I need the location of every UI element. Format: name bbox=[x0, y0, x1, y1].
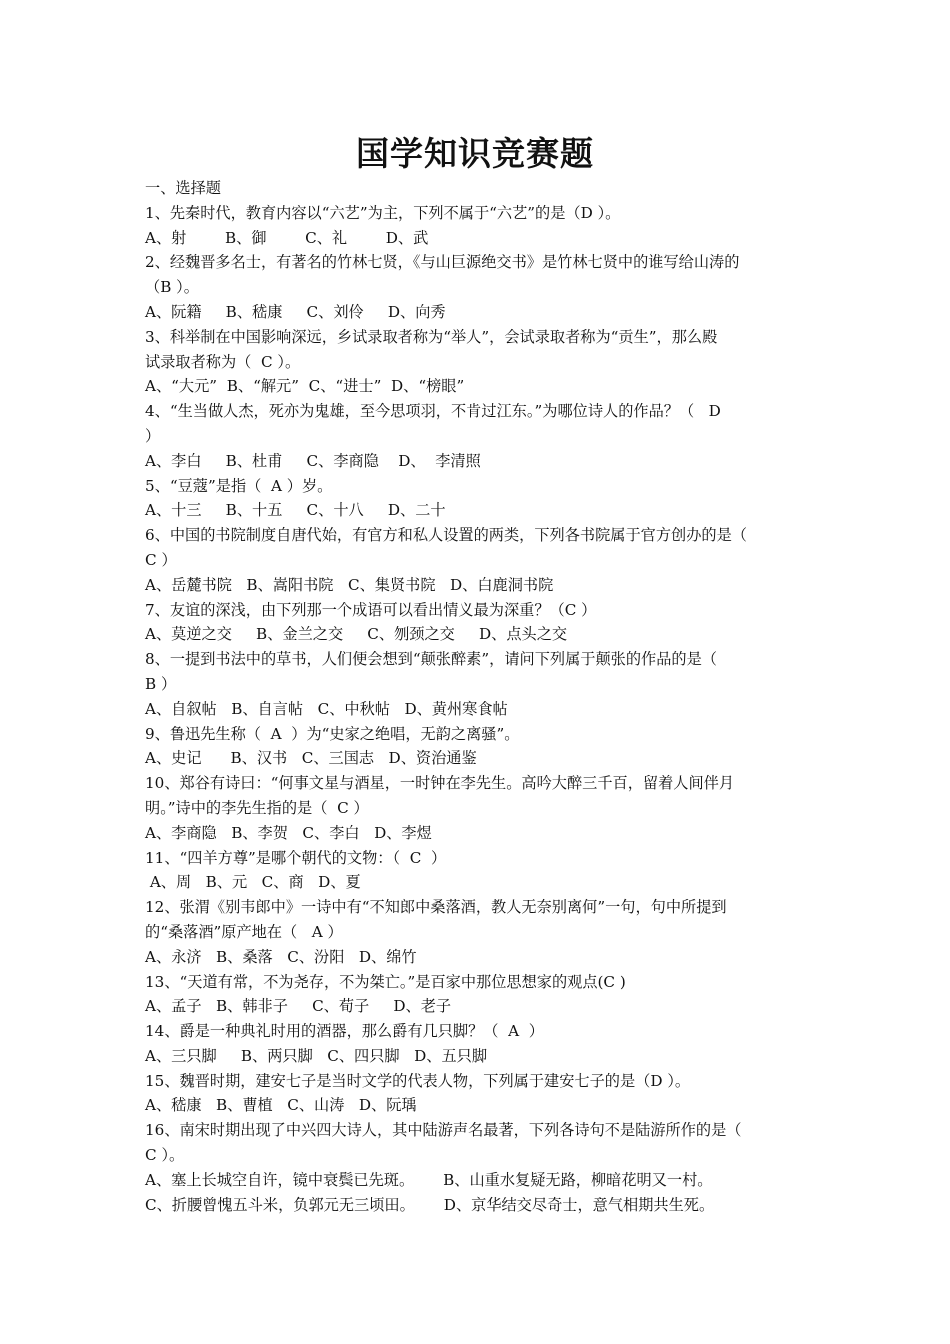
options-4: A、李白 B、杜甫 C、李商隐 D、 李清照 bbox=[145, 451, 481, 470]
question-2: 2、经魏晋多名士，有著名的竹林七贤，《与山巨源绝交书》是竹林七贤中的谁写给山涛的 bbox=[145, 253, 740, 272]
question-8-cont: B ） bbox=[145, 674, 177, 693]
document-body bbox=[145, 176, 810, 1217]
question-10-cont: 明。”诗中的李先生指的是（ C ） bbox=[145, 798, 369, 817]
options-8: A、自叙帖 B、自言帖 C、中秋帖 D、黄州寒食帖 bbox=[145, 699, 508, 718]
options-16-cd: C、折腰曾愧五斗米，负郭元无三顷田。 D、京华结交尽奇士，意气相期共生死。 bbox=[145, 1195, 715, 1214]
options-9: A、史记 B、汉书 C、三国志 D、资治通鉴 bbox=[145, 749, 477, 768]
options-12: A、永济 B、桑落 C、汾阳 D、绵竹 bbox=[145, 947, 417, 966]
question-12: 12、张渭《别韦郎中》一诗中有“不知郎中桑落酒，教人无奈别离何”一句，句中所提到 bbox=[145, 898, 727, 917]
options-16-ab: A、塞上长城空自许，镜中衰鬓已先斑。 B、山重水复疑无路，柳暗花明又一村。 bbox=[145, 1170, 713, 1189]
options-2: A、阮籍 B、嵇康 C、刘伶 D、向秀 bbox=[145, 302, 446, 321]
question-8: 8、一提到书法中的草书，人们便会想到“颠张醉素”，请问下列属于颠张的作品的是（ bbox=[145, 650, 717, 669]
question-7: 7、友谊的深浅，由下列那一个成语可以看出情义最为深重？（C ） bbox=[145, 600, 597, 619]
options-6: A、岳麓书院 B、嵩阳书院 C、集贤书院 D、白鹿洞书院 bbox=[145, 575, 554, 594]
question-5: 5、“豆蔻”是指（ A ）岁。 bbox=[145, 476, 333, 495]
question-16: 16、南宋时期出现了中兴四大诗人，其中陆游声名最著，下列各诗句不是陆游所作的是（ bbox=[145, 1121, 742, 1140]
question-3: 3、科举制在中国影响深远，乡试录取者称为“举人”，会试录取者称为“贡生”，那么殿 bbox=[145, 327, 718, 346]
options-3: A、“大元” B、“解元” C、“进士” D、“榜眼” bbox=[145, 377, 465, 396]
options-11: A、周 B、元 C、商 D、夏 bbox=[145, 873, 361, 892]
question-13: 13、“天道有常，不为尧存，不为桀亡。”是百家中那位思想家的观点(C ) bbox=[145, 972, 626, 991]
question-4: 4、“生当做人杰，死亦为鬼雄，至今思项羽，不肯过江东。”为哪位诗人的作品？（ D bbox=[145, 402, 721, 421]
question-14: 14、爵是一种典礼时用的酒器，那么爵有几只脚？（ A ） bbox=[145, 1022, 544, 1041]
question-2-cont: （B ）。 bbox=[145, 278, 199, 297]
question-15: 15、魏晋时期，建安七子是当时文学的代表人物，下列属于建安七子的是（D ）。 bbox=[145, 1071, 691, 1090]
question-6-cont: C ） bbox=[145, 550, 177, 569]
question-3-cont: 试录取者称为（ C ）。 bbox=[145, 352, 301, 371]
options-7: A、莫逆之交 B、金兰之交 C、刎颈之交 D、点头之交 bbox=[145, 625, 568, 644]
question-9: 9、鲁迅先生称（ A ）为“史家之绝唱，无韵之离骚”。 bbox=[145, 724, 520, 743]
section-heading: 一、选择题 bbox=[145, 179, 221, 197]
options-10: A、李商隐 B、李贺 C、李白 D、李煜 bbox=[145, 823, 432, 842]
question-11: 11、“四羊方尊”是哪个朝代的文物：（ C ） bbox=[145, 848, 447, 867]
question-6: 6、中国的书院制度自唐代始，有官方和私人设置的两类，下列各书院属于官方创办的是（ bbox=[145, 526, 747, 545]
question-10: 10、郑谷有诗曰：“何事文星与酒星，一时钟在李先生。高吟大醉三千百，留着人间伴月 bbox=[145, 774, 735, 793]
options-1: A、射 B、御 C、礼 D、武 bbox=[145, 228, 429, 247]
options-13: A、孟子 B、韩非子 C、荀子 D、老子 bbox=[145, 997, 452, 1016]
options-5: A、十三 B、十五 C、十八 D、二十 bbox=[145, 501, 446, 520]
document-title: 国学知识竞赛题 bbox=[356, 134, 594, 173]
question-4-cont: ） bbox=[145, 426, 161, 445]
question-1: 1、先秦时代，教育内容以“六艺”为主，下列不属于“六艺”的是（D ）。 bbox=[145, 203, 621, 222]
question-16-cont: C ）。 bbox=[145, 1146, 185, 1165]
options-15: A、嵇康 B、曹植 C、山涛 D、阮瑀 bbox=[145, 1096, 417, 1115]
options-14: A、三只脚 B、两只脚 C、四只脚 D、五只脚 bbox=[145, 1046, 488, 1065]
question-12-cont: 的“桑落酒”原产地在（ A ） bbox=[145, 922, 343, 941]
